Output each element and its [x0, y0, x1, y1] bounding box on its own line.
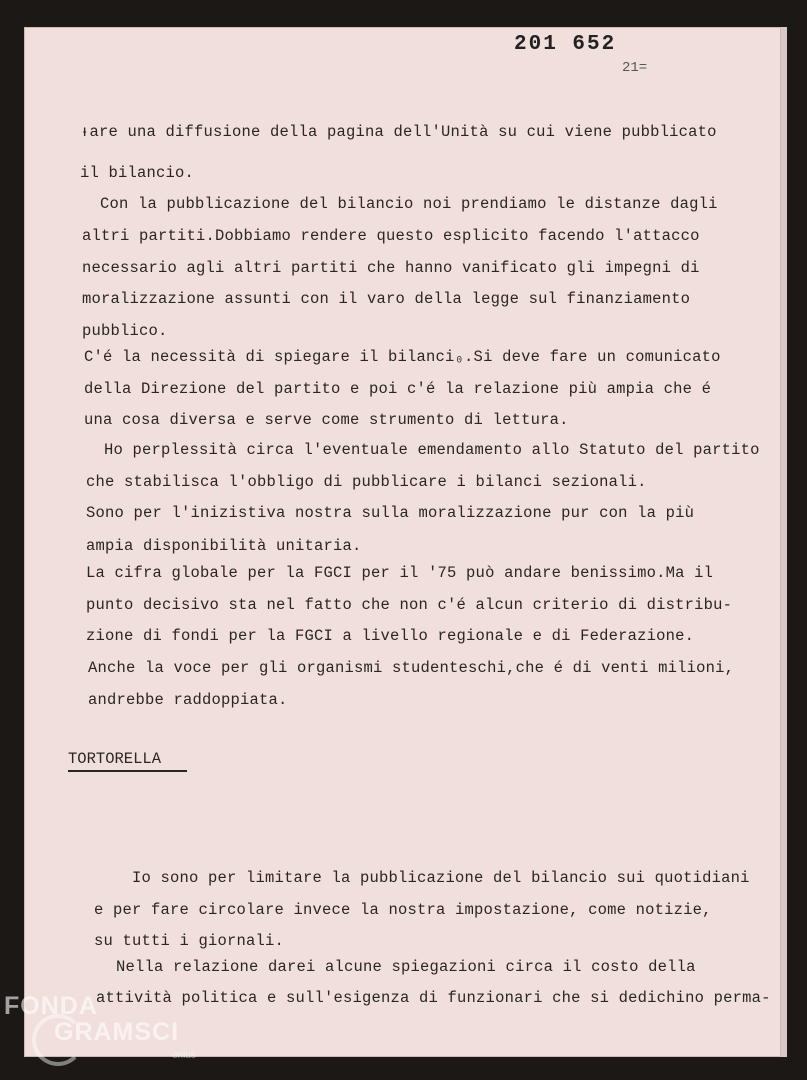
text-line: ampia disponibilità unitaria.: [86, 537, 362, 555]
watermark-text: onlus: [172, 1050, 196, 1061]
text-line: zione di fondi per la FGCI a livello regionale e di Federazione.: [86, 627, 695, 645]
text-line: il bilancio.: [80, 164, 195, 182]
speaker-heading: TORTORELLA: [68, 750, 187, 772]
text-line: Ho perplessità circa l'eventuale emendamento allo Statuto del partito: [104, 441, 760, 459]
watermark-logo: [4, 992, 204, 1072]
text-line: moralizzazione assunti con il varo della legge sul finanziamento: [82, 290, 691, 308]
page-edge: [781, 27, 787, 1057]
text-line: Nella relazione darei alcune spiegazioni circa il costo della: [116, 958, 696, 976]
text-line: necessario agli altri partiti che hanno vanificato gli impegni di: [82, 259, 700, 277]
text-line: e per fare circolare invece la nostra impostazione, come notizie,: [94, 901, 712, 919]
text-line: attività politica e sull'esigenza di funzionari che si dedichino perma-: [96, 989, 771, 1007]
text-line: Sono per l'inizistiva nostra sulla moralizzazione pur con la più: [86, 504, 695, 522]
text-line: Anche la voce per gli organismi studenteschi,che é di venti milioni,: [88, 659, 735, 677]
text-line: della Direzione del partito e poi c'é la relazione più ampia che é: [84, 380, 712, 398]
text-line: su tutti i giornali.: [94, 932, 285, 950]
watermark-text: GRAMSCI: [54, 1018, 180, 1046]
page-subnumber: 21=: [622, 60, 648, 76]
watermark-text: FONDA: [4, 992, 98, 1020]
text-line: punto decisivo sta nel fatto che non c'é alcun criterio di distribu-: [86, 596, 733, 614]
text-line: ᵻare una diffusione della pagina dell'Unità su cui viene pubblicato: [80, 123, 717, 141]
text-line: pubblico.: [82, 322, 168, 340]
text-line: C'é la necessità di spiegare il bilanci₀.Si deve fare un comunicato: [84, 348, 721, 366]
text-line: che stabilisca l'obbligo di pubblicare i bilanci sezionali.: [86, 473, 647, 491]
text-line: Io sono per limitare la pubblicazione del bilancio sui quotidiani: [132, 869, 750, 887]
text-line: Con la pubblicazione del bilancio noi prendiamo le distanze dagli: [100, 195, 718, 213]
text-line: La cifra globale per la FGCI per il '75 può andare benissimo.Ma il: [86, 564, 714, 582]
page-number: 201 652: [514, 33, 617, 56]
text-line: una cosa diversa e serve come strumento di lettura.: [84, 411, 569, 429]
text-line: altri partiti.Dobbiamo rendere questo esplicito facendo l'attacco: [82, 227, 700, 245]
text-line: andrebbe raddoppiata.: [88, 691, 288, 709]
